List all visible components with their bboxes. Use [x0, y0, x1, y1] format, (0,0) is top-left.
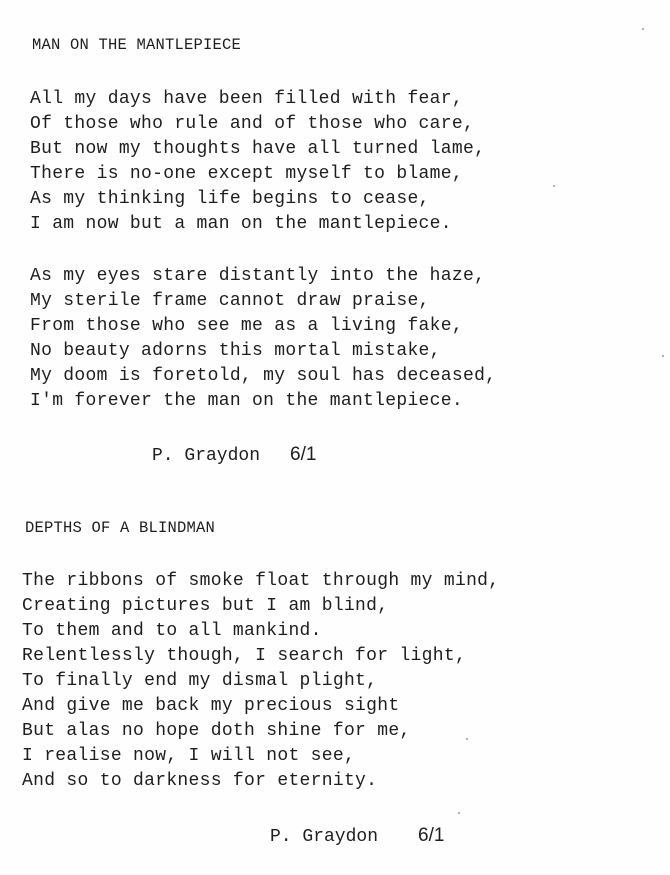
poem-line: To finally end my dismal plight,: [22, 671, 378, 691]
poem-line: My sterile frame cannot draw praise,: [30, 291, 430, 311]
poem-line: I realise now, I will not see,: [22, 746, 356, 766]
poem-line: But alas no hope doth shine for me,: [22, 721, 411, 741]
poem-line: Creating pictures but I am blind,: [22, 596, 389, 616]
poem-line: As my thinking life begins to cease,: [30, 189, 430, 209]
poem-line: No beauty adorns this mortal mistake,: [30, 341, 441, 361]
author-name: P. Graydon: [152, 446, 261, 466]
paper-speck: [553, 185, 555, 187]
author-signature: [152, 444, 316, 466]
paper-speck: [466, 738, 468, 740]
poem-stanza: [22, 569, 499, 794]
paper-speck: [642, 28, 644, 30]
poem-line: All my days have been filled with fear,: [30, 89, 463, 109]
paper-speck: [458, 812, 460, 814]
poem-line: I am now but a man on the mantlepiece.: [30, 214, 452, 234]
poem-line: The ribbons of smoke float through my mind,: [22, 571, 500, 591]
poem-date: 6/1: [418, 825, 445, 846]
poem-date: 6/1: [290, 444, 317, 465]
paper-speck: [662, 355, 664, 357]
poem-line: Of those who rule and of those who care,: [30, 114, 475, 134]
poem-title: DEPTHS OF A BLINDMAN: [25, 519, 216, 537]
poem-line: From those who see me as a living fake,: [30, 316, 463, 336]
poem-stanza: [30, 264, 496, 414]
poem-line: Relentlessly though, I search for light,: [22, 646, 467, 666]
poem-line: As my eyes stare distantly into the haze,: [30, 266, 486, 286]
poem-line: There is no-one except myself to blame,: [30, 164, 463, 184]
author-name: P. Graydon: [270, 827, 379, 847]
author-signature: [270, 825, 444, 847]
poem-line: My doom is foretold, my soul has deceased,: [30, 366, 497, 386]
poem-line: And give me back my precious sight: [22, 696, 400, 716]
poem-line: I'm forever the man on the mantlepiece.: [30, 391, 463, 411]
poem-line: To them and to all mankind.: [22, 621, 322, 641]
poem-line: But now my thoughts have all turned lame,: [30, 139, 486, 159]
poem-stanza: [30, 87, 485, 237]
poem-line: And so to darkness for eternity.: [22, 771, 378, 791]
poem-title: MAN ON THE MANTLEPIECE: [32, 36, 242, 54]
